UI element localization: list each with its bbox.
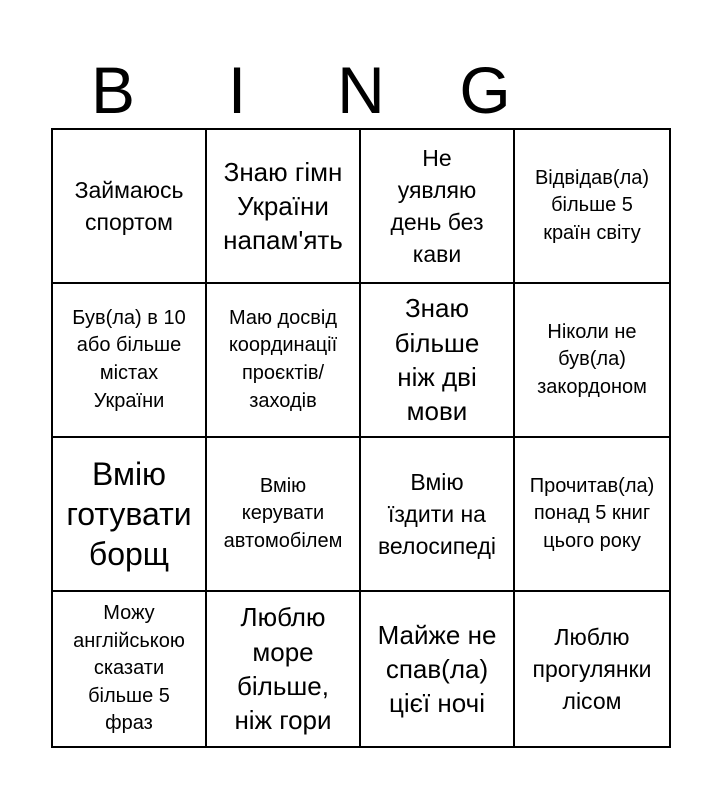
bingo-cell-10[interactable] bbox=[207, 438, 361, 592]
bingo-cell-label: Люблю море більше, ніж гори bbox=[234, 602, 332, 736]
bingo-cell-label: Майже не спав(ла) цієї ночі bbox=[377, 619, 497, 719]
bingo-cell-label: Ніколи не був(ла) закордоном bbox=[537, 320, 647, 398]
bingo-cell-label: Вмію їздити на велосипеді bbox=[377, 468, 497, 560]
header-letter-i: I bbox=[227, 53, 247, 127]
bingo-cell-13[interactable] bbox=[53, 592, 207, 746]
bingo-cell-9[interactable] bbox=[53, 438, 207, 592]
bingo-cell-6[interactable] bbox=[207, 284, 361, 438]
bingo-grid bbox=[51, 128, 671, 748]
bingo-cell-3[interactable] bbox=[361, 130, 515, 284]
bingo-cell-label: Вмію керувати автомобілем bbox=[223, 474, 343, 552]
bingo-cell-1[interactable] bbox=[53, 130, 207, 284]
bingo-cell-2[interactable] bbox=[207, 130, 361, 284]
bingo-cell-8[interactable] bbox=[515, 284, 669, 438]
bingo-cell-label: Люблю прогулянки лісом bbox=[532, 623, 652, 715]
bingo-cell-label: Прочитав(ла) понад 5 книг цього року bbox=[529, 474, 655, 552]
bingo-cell-label: Не уявляю день без кави bbox=[390, 144, 484, 268]
bingo-cell-15[interactable] bbox=[361, 592, 515, 746]
bingo-cell-label: Займаюсь спортом bbox=[74, 176, 184, 235]
bingo-cell-7[interactable] bbox=[361, 284, 515, 438]
bingo-cell-5[interactable] bbox=[53, 284, 207, 438]
bingo-header bbox=[51, 52, 671, 128]
header-letter-b: B bbox=[90, 53, 136, 127]
bingo-cell-label: Маю досвід координації проєктів/ заходів bbox=[228, 306, 338, 412]
bingo-cell-12[interactable] bbox=[515, 438, 669, 592]
bingo-cell-label: Відвідав(ла) більше 5 країн світу bbox=[534, 166, 650, 244]
header-letter-g: G bbox=[459, 53, 511, 127]
bingo-cell-label: Вмію готувати борщ bbox=[66, 456, 192, 572]
bingo-cell-11[interactable] bbox=[361, 438, 515, 592]
bingo-cell-label: Знаю більше ніж дві мови bbox=[394, 293, 480, 427]
bingo-cell-label: Знаю гімн України напам'ять bbox=[223, 156, 343, 256]
bingo-cell-14[interactable] bbox=[207, 592, 361, 746]
bingo-cell-label: Був(ла) в 10 або більше містах України bbox=[72, 306, 186, 412]
bingo-cell-4[interactable] bbox=[515, 130, 669, 284]
header-letter-n: N bbox=[337, 53, 385, 127]
bingo-cell-16[interactable] bbox=[515, 592, 669, 746]
bingo-cell-label: Можу англійською сказати більше 5 фраз bbox=[73, 602, 185, 735]
